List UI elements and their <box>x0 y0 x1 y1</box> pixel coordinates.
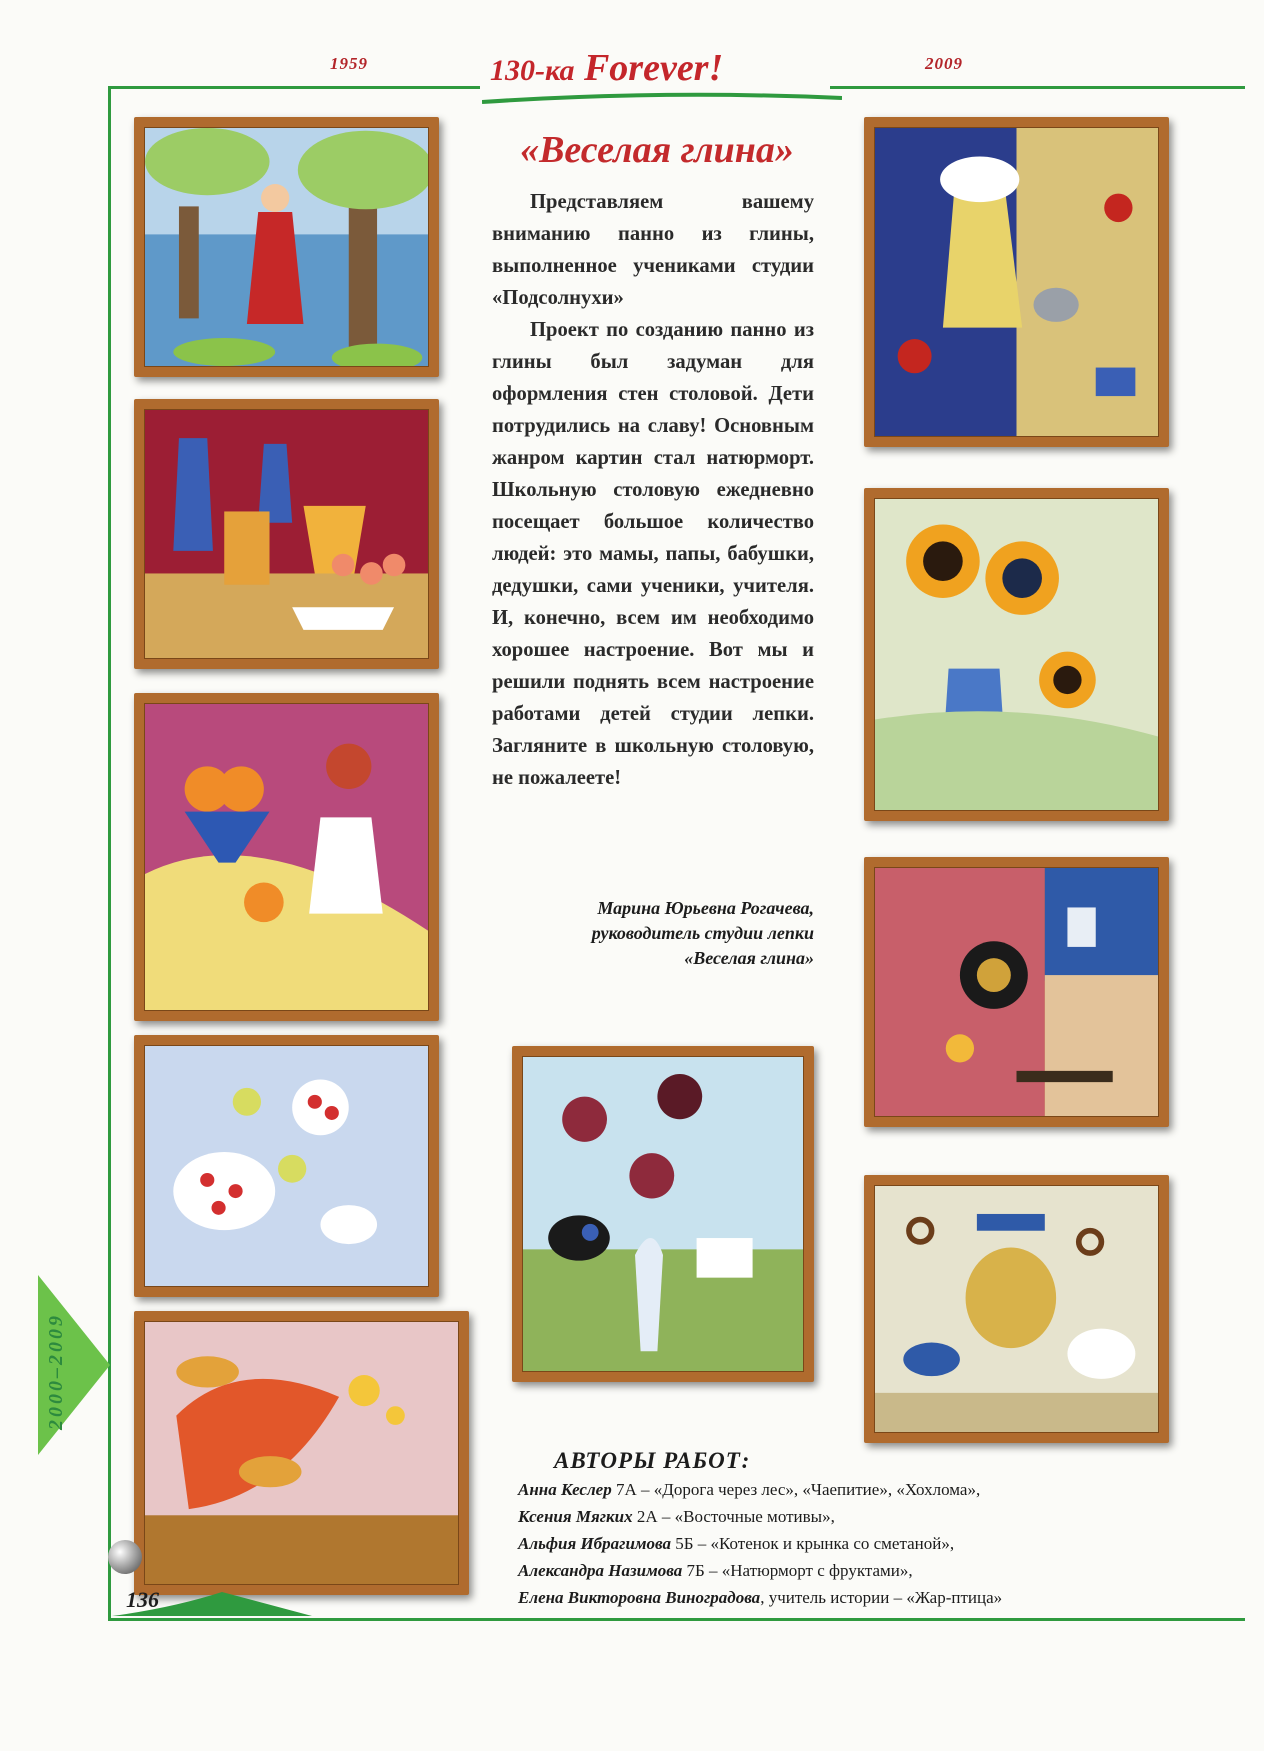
panel-flowers-vase <box>512 1046 814 1382</box>
panel-kitten-jug <box>864 117 1169 447</box>
panel-samovar <box>864 1175 1169 1443</box>
footer-line <box>108 1618 1245 1621</box>
panel-oriental-motifs <box>134 399 439 669</box>
header-line-left <box>108 86 483 89</box>
panel-forest-road <box>134 117 439 377</box>
signature-name: Марина Юрьевна Рогачева, <box>597 898 814 918</box>
author-line <box>518 1530 1218 1557</box>
author-works: , учитель истории – «Жар-птица» <box>760 1588 1003 1607</box>
author-name: Альфия Ибрагимова <box>518 1534 672 1553</box>
signature-studio: «Веселая глина» <box>684 948 814 968</box>
header-title <box>480 46 733 90</box>
author-line <box>518 1476 1218 1503</box>
authors-heading: АВТОРЫ РАБОТ: <box>554 1448 751 1473</box>
author-name: Александра Назимова <box>518 1561 683 1580</box>
article-title: «Веселая глина» <box>520 129 794 171</box>
panel-firebird <box>134 1311 469 1595</box>
header-title-word: Forever! <box>583 47 724 89</box>
article-paragraph-2: Проект по созданию панно из глины был задуман для оформления стен столовой. Дети потрудились на славу! Основным жанром картин стал натюрморт. Школьную столовую ежедневно посещает большое количество людей: это мамы, папы, бабушки, дедушки, сами ученики, учителя. И, конечно, всем им необходимо хорошее настроение. Вот мы и решили поднять всем настроение работами детей студии лепки. Загляните в школьную столовую, не пожалеете! <box>492 319 814 789</box>
author-line <box>518 1557 1218 1584</box>
header-line-right <box>830 86 1245 89</box>
article-signature <box>470 896 814 971</box>
author-works: 7Б – «Натюрморт с фруктами», <box>682 1561 913 1580</box>
header-year-left: 1959 <box>330 54 368 73</box>
author-line <box>518 1584 1218 1611</box>
article-body <box>492 186 814 794</box>
author-name: Анна Кеслер <box>518 1480 612 1499</box>
author-works: 2А – «Восточные мотивы», <box>632 1507 835 1526</box>
side-tab-years: 2000–2009 <box>45 1313 67 1430</box>
author-works: 7А – «Дорога через лес», «Чаепитие», «Хохлома», <box>611 1480 981 1499</box>
header-swoosh-decoration <box>482 92 842 106</box>
authors-list <box>518 1476 1218 1611</box>
panel-khokhloma <box>864 857 1169 1127</box>
header-year-right: 2009 <box>925 54 963 73</box>
author-line <box>518 1503 1218 1530</box>
panel-tea-party <box>134 1035 439 1297</box>
author-name: Ксения Мягких <box>518 1507 633 1526</box>
panel-fruit-still-life <box>134 693 439 1021</box>
signature-role: руководитель студии лепки <box>591 923 814 943</box>
article-paragraph-1: Представляем вашему вниманию панно из глины, выполненное учениками студии «Подсолнухи» <box>492 191 814 309</box>
author-name: Елена Викторовна Виноградова <box>518 1588 761 1607</box>
header-title-number: 130-ка <box>490 54 575 87</box>
panel-sunflowers <box>864 488 1169 821</box>
decorative-ball <box>108 1540 142 1574</box>
page-number: 136 <box>126 1587 159 1612</box>
author-works: 5Б – «Котенок и крынка со сметаной», <box>671 1534 955 1553</box>
